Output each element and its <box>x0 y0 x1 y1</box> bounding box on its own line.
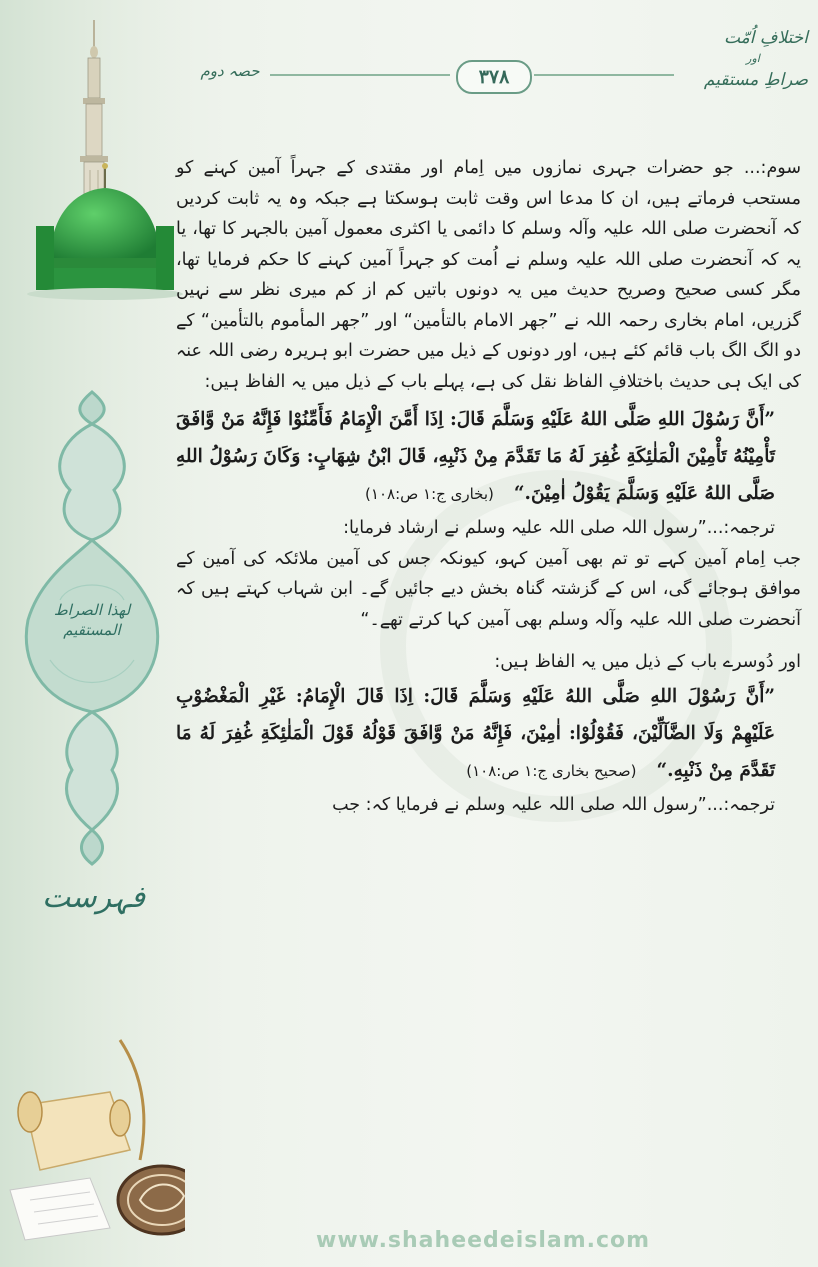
website-url[interactable]: www.shaheedeislam.com <box>316 1228 651 1253</box>
hadith-quote-2 <box>176 678 801 790</box>
paragraph-intro: سوم:... جو حضرات جہری نمازوں میں اِمام اور مقتدی کے جہراً آمین کہنے کو مستحب فرماتے ہیں، ان کا مدعا اس وقت ثابت ہوسکتا ہے جبکہ وہ یہ ثابت کردیں کہ آنحضرت صلی اللہ علیہ وآلہ وسلم کا دائمی یا اکثری معمول آمین بالجہر کا تھا، یا یہ کہ آنحضرت صلی اللہ علیہ وسلم نے اُمت کو جہراً آمین کہنے کا حکم فرمایا تھا، مگر کسی صحیح وصریح حدیث میں یہ دونوں باتیں کم از کم میری نظر سے نہیں گزریں، امام بخاری رحمہ اللہ نے ”جهر الامام بالتأمين“ اور ”جهر المأموم بالتأمين“ کے دو الگ الگ باب قائم کئے ہیں، اور دونوں کے ذیل میں حضرت ابو ہریرہ رضی اللہ عنہ کی ایک ہی حدیث باختلافِ الفاظ نقل کی ہے، پہلے باب کے ذیل میں یہ الفاظ ہیں: <box>176 158 801 392</box>
header-rule-left <box>270 74 450 76</box>
translation-1-intro: ترجمہ:...”رسول اللہ صلی اللہ علیہ وسلم نے ارشاد فرمایا: <box>343 518 775 538</box>
header-rule-right <box>534 74 674 76</box>
hadith-2-reference: (صحیح بخاری ج:۱ ص:۱۰۸) <box>466 761 637 780</box>
hadith-2-text: ”أَنَّ رَسُوْلَ اللهِ صَلَّى اللهُ عَلَيْهِ وَسَلَّمَ قَالَ: اِذَا قَالَ الْإِمَامُ: غَيْرِ الْمَغْضُوْبِ عَلَيْهِمْ وَلَا الضَّآلِّيْنَ، فَقُوْلُوْا: اٰمِيْنَ، فَإِنَّهُ مَنْ وَّافَقَ قَوْلُهُ قَوْلَ الْمَلٰئِكَةِ غُفِرَ لَهُ مَا تَقَدَّمَ مِنْ ذَنْبِهِ.“ <box>176 685 775 781</box>
book-title-line2: صراطِ مستقیم <box>703 70 808 90</box>
section-label: حصہ دوم <box>200 62 260 80</box>
page-number: ۳۷۸ <box>456 60 532 94</box>
translation-1-body: جب اِمام آمین کہے تو تم بھی آمین کہو، کیونکہ جس کی آمین ملائکہ کی آمین کے موافق ہوجائے گی، اس کے گزشتہ گناہ بخش دیے جائیں گے۔ ابن شہاب کہتے ہیں کہ آنحضرت صلی اللہ علیہ وآلہ وسلم بھی آمین کہا کرتے تھے۔“ <box>176 548 801 630</box>
paragraph-second-chapter: اور دُوسرے باب کے ذیل میں یہ الفاظ ہیں: <box>494 652 801 672</box>
book-title-line1: اختلافِ اُمّت <box>723 28 808 48</box>
hadith-quote-1 <box>176 401 801 513</box>
content-column <box>176 153 801 820</box>
emblem-calligraphy: لهذا الصراط المستقيم <box>53 601 131 639</box>
hadith-1-reference: (بخاری ج:۱ ص:۱۰۸) <box>365 485 494 503</box>
book-title-and: اور <box>746 52 760 65</box>
index-link[interactable]: فہرست <box>42 880 146 915</box>
hadith-1-text: ”أَنَّ رَسُوْلَ اللهِ صَلَّى اللهُ عَلَيْهِ وَسَلَّمَ قَالَ: اِذَا أَمَّنَ الْإِمَامُ فَأَمِّنُوْا فَإِنَّهُ مَنْ وَّافَقَ تَأْمِيْنُهُ تَأْمِيْنَ الْمَلٰئِكَةِ غُفِرَ لَهُ مَا تَقَدَّمَ مِنْ ذَنْبِهِ، قَالَ ابْنُ شِهَابٍ: وَكَانَ رَسُوْلُ اللهِ صَلَّى اللهُ عَلَيْهِ وَسَلَّمَ يَقُوْلُ اٰمِيْنَ.“ <box>176 409 775 504</box>
translation-2-intro: ترجمہ:...”رسول اللہ صلی اللہ علیہ وسلم نے فرمایا کہ: جب <box>332 794 775 815</box>
book-title <box>698 22 808 96</box>
